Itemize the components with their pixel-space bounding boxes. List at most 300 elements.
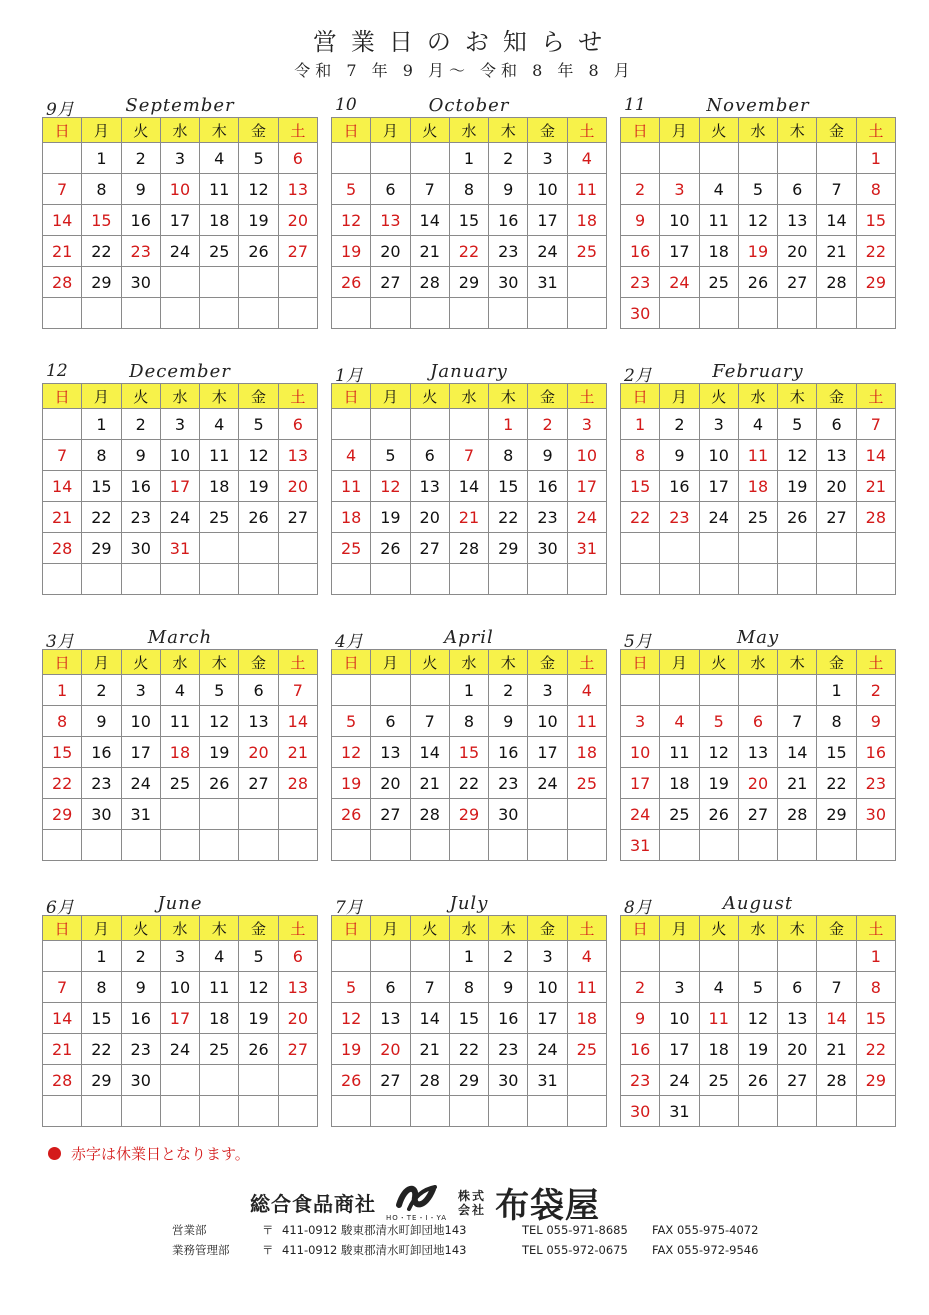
day-cell: [82, 564, 121, 595]
kk-char: 株: [458, 1188, 471, 1203]
day-cell: 16: [856, 737, 895, 768]
day-cell: 16: [121, 471, 160, 502]
day-cell: 19: [200, 737, 239, 768]
day-cell: 18: [200, 471, 239, 502]
day-cell: 15: [856, 205, 895, 236]
day-cell: 27: [778, 1065, 817, 1096]
day-cell: [528, 1096, 567, 1127]
day-cell: 11: [160, 706, 199, 737]
kabushiki-gaisha-mark: [457, 1189, 485, 1217]
month-name-english: December: [129, 361, 231, 382]
day-cell: 29: [82, 533, 121, 564]
week-row: [621, 941, 896, 972]
day-cell: 1: [856, 941, 895, 972]
day-cell: 26: [332, 267, 371, 298]
weekday-header: 月: [82, 650, 121, 675]
day-cell: 27: [778, 267, 817, 298]
day-cell: [621, 143, 660, 174]
weekday-header: 金: [239, 916, 278, 941]
contact-info: [172, 1220, 782, 1260]
month-name-japanese: 12: [46, 361, 68, 381]
weekday-header: 月: [660, 118, 699, 143]
month-header: [42, 95, 318, 120]
fax: FAX 055-975-4072: [652, 1223, 759, 1237]
day-cell: 9: [489, 972, 528, 1003]
weekday-header-row: [621, 916, 896, 941]
day-cell: [82, 1096, 121, 1127]
month-table: [331, 383, 607, 595]
day-cell: 27: [371, 799, 410, 830]
day-cell: [738, 675, 777, 706]
day-cell: [567, 1096, 606, 1127]
day-cell: 19: [239, 1003, 278, 1034]
weekday-header: 水: [449, 118, 488, 143]
day-cell: 10: [621, 737, 660, 768]
day-cell: 17: [528, 1003, 567, 1034]
day-cell: 1: [856, 143, 895, 174]
day-cell: 2: [489, 675, 528, 706]
day-cell: [371, 1096, 410, 1127]
week-row: [332, 533, 607, 564]
week-row: [621, 675, 896, 706]
day-cell: 22: [449, 1034, 488, 1065]
day-cell: [699, 830, 738, 861]
department: 営業部: [172, 1223, 207, 1237]
day-cell: [371, 564, 410, 595]
day-cell: [738, 941, 777, 972]
day-cell: 24: [660, 267, 699, 298]
day-cell: 1: [817, 675, 856, 706]
day-cell: 27: [371, 1065, 410, 1096]
day-cell: [449, 298, 488, 329]
week-row: [621, 267, 896, 298]
day-cell: 23: [621, 1065, 660, 1096]
week-row: [621, 972, 896, 1003]
weekday-header: 月: [660, 916, 699, 941]
day-cell: 28: [410, 1065, 449, 1096]
day-cell: [410, 298, 449, 329]
day-cell: 13: [738, 737, 777, 768]
day-cell: 11: [332, 471, 371, 502]
day-cell: 8: [449, 706, 488, 737]
month-table: [331, 915, 607, 1127]
month-calendar: [331, 361, 607, 595]
day-cell: 7: [856, 409, 895, 440]
day-cell: [239, 533, 278, 564]
address: 411-0912 駿東郡清水町卸団地143: [282, 1223, 467, 1237]
day-cell: 6: [371, 972, 410, 1003]
day-cell: 30: [621, 1096, 660, 1127]
day-cell: 3: [160, 941, 199, 972]
day-cell: 23: [489, 236, 528, 267]
weekday-header: 木: [778, 384, 817, 409]
day-cell: 9: [121, 174, 160, 205]
page-title: 営業日のお知らせ: [312, 28, 617, 56]
day-cell: 13: [778, 1003, 817, 1034]
day-cell: 16: [121, 1003, 160, 1034]
day-cell: [332, 298, 371, 329]
week-row: [332, 440, 607, 471]
day-cell: 20: [371, 768, 410, 799]
day-cell: 2: [660, 409, 699, 440]
day-cell: 15: [82, 205, 121, 236]
day-cell: 29: [449, 799, 488, 830]
day-cell: 21: [449, 502, 488, 533]
day-cell: [200, 1096, 239, 1127]
day-cell: 15: [449, 737, 488, 768]
day-cell: [239, 267, 278, 298]
day-cell: 8: [449, 972, 488, 1003]
week-row: [43, 564, 318, 595]
week-row: [332, 267, 607, 298]
day-cell: [778, 143, 817, 174]
day-cell: [660, 533, 699, 564]
day-cell: 3: [660, 972, 699, 1003]
month-table: [42, 117, 318, 329]
day-cell: 23: [489, 1034, 528, 1065]
weekday-header: 火: [410, 384, 449, 409]
day-cell: 10: [528, 972, 567, 1003]
day-cell: 14: [43, 1003, 82, 1034]
day-cell: 17: [160, 1003, 199, 1034]
day-cell: 28: [778, 799, 817, 830]
day-cell: 6: [410, 440, 449, 471]
day-cell: 2: [489, 143, 528, 174]
weekday-header-row: [332, 384, 607, 409]
day-cell: 4: [567, 941, 606, 972]
day-cell: 20: [778, 1034, 817, 1065]
month-header: [42, 893, 318, 918]
day-cell: 1: [82, 409, 121, 440]
day-cell: 13: [410, 471, 449, 502]
day-cell: 7: [43, 972, 82, 1003]
day-cell: 13: [778, 205, 817, 236]
day-cell: [121, 1096, 160, 1127]
day-cell: 21: [410, 768, 449, 799]
day-cell: 20: [410, 502, 449, 533]
day-cell: 4: [200, 143, 239, 174]
day-cell: [332, 1096, 371, 1127]
day-cell: [449, 564, 488, 595]
day-cell: [660, 143, 699, 174]
weekday-header: 水: [449, 650, 488, 675]
day-cell: 19: [332, 236, 371, 267]
day-cell: 5: [699, 706, 738, 737]
weekday-header: 月: [371, 916, 410, 941]
day-cell: 5: [332, 706, 371, 737]
weekday-header: 金: [817, 916, 856, 941]
month-name-japanese: 10: [335, 95, 357, 115]
day-cell: [239, 564, 278, 595]
month-calendar: [620, 361, 896, 595]
day-cell: 22: [856, 236, 895, 267]
day-cell: [278, 533, 317, 564]
week-row: [332, 502, 607, 533]
day-cell: 2: [621, 972, 660, 1003]
day-cell: 10: [699, 440, 738, 471]
day-cell: [121, 830, 160, 861]
day-cell: 19: [371, 502, 410, 533]
day-cell: 20: [239, 737, 278, 768]
day-cell: [778, 533, 817, 564]
contact-row: [172, 1220, 782, 1240]
month-table: [620, 117, 896, 329]
day-cell: 9: [82, 706, 121, 737]
day-cell: 27: [278, 1034, 317, 1065]
day-cell: [371, 298, 410, 329]
month-calendar: [42, 361, 318, 595]
day-cell: 3: [160, 143, 199, 174]
day-cell: [489, 830, 528, 861]
weekday-header: 土: [567, 916, 606, 941]
day-cell: 7: [278, 675, 317, 706]
day-cell: 1: [82, 941, 121, 972]
month-name-english: January: [430, 361, 508, 382]
weekday-header: 月: [660, 650, 699, 675]
weekday-header: 月: [371, 118, 410, 143]
week-row: [332, 205, 607, 236]
day-cell: [778, 1096, 817, 1127]
day-cell: 7: [817, 972, 856, 1003]
month-header: [620, 893, 896, 918]
day-cell: 21: [410, 236, 449, 267]
day-cell: 9: [489, 706, 528, 737]
day-cell: 6: [278, 941, 317, 972]
day-cell: 26: [332, 799, 371, 830]
weekday-header: 水: [449, 384, 488, 409]
day-cell: [660, 941, 699, 972]
weekday-header: 水: [160, 916, 199, 941]
day-cell: 18: [200, 205, 239, 236]
day-cell: [160, 298, 199, 329]
week-row: [43, 471, 318, 502]
weekday-header: 木: [200, 650, 239, 675]
day-cell: 17: [528, 205, 567, 236]
day-cell: 28: [43, 533, 82, 564]
day-cell: 3: [621, 706, 660, 737]
day-cell: 26: [200, 768, 239, 799]
day-cell: 14: [278, 706, 317, 737]
day-cell: [200, 564, 239, 595]
day-cell: 11: [567, 972, 606, 1003]
week-row: [43, 174, 318, 205]
month-name-japanese: 11: [624, 95, 646, 115]
weekday-header-row: [621, 118, 896, 143]
day-cell: 9: [121, 972, 160, 1003]
day-cell: 12: [332, 1003, 371, 1034]
day-cell: 25: [699, 267, 738, 298]
day-cell: 28: [43, 1065, 82, 1096]
day-cell: 8: [82, 440, 121, 471]
day-cell: 13: [278, 972, 317, 1003]
weekday-header: 木: [489, 118, 528, 143]
day-cell: 30: [489, 799, 528, 830]
legend: [48, 1143, 250, 1164]
day-cell: 23: [856, 768, 895, 799]
day-cell: 2: [489, 941, 528, 972]
week-row: [43, 972, 318, 1003]
day-cell: 30: [121, 267, 160, 298]
month-header: [331, 361, 607, 386]
day-cell: [621, 675, 660, 706]
day-cell: 17: [660, 236, 699, 267]
week-row: [621, 533, 896, 564]
day-cell: 25: [699, 1065, 738, 1096]
weekday-header-row: [43, 650, 318, 675]
day-cell: 25: [332, 533, 371, 564]
day-cell: 28: [817, 267, 856, 298]
month-name-japanese: 2月: [624, 366, 652, 386]
day-cell: 18: [567, 737, 606, 768]
month-calendar: [620, 627, 896, 861]
month-name-japanese: 8月: [624, 898, 652, 918]
day-cell: 23: [528, 502, 567, 533]
day-cell: 22: [856, 1034, 895, 1065]
week-row: [332, 298, 607, 329]
day-cell: 3: [160, 409, 199, 440]
day-cell: 7: [410, 174, 449, 205]
day-cell: 23: [121, 236, 160, 267]
day-cell: [817, 143, 856, 174]
day-cell: 21: [43, 1034, 82, 1065]
day-cell: 22: [489, 502, 528, 533]
weekday-header: 水: [449, 916, 488, 941]
day-cell: 5: [738, 972, 777, 1003]
day-cell: 22: [449, 768, 488, 799]
week-row: [621, 409, 896, 440]
telephone: TEL 055-971-8685: [522, 1223, 628, 1237]
day-cell: [738, 143, 777, 174]
day-cell: [332, 830, 371, 861]
day-cell: 8: [621, 440, 660, 471]
day-cell: 15: [82, 1003, 121, 1034]
day-cell: 26: [239, 236, 278, 267]
day-cell: 4: [699, 174, 738, 205]
week-row: [332, 409, 607, 440]
day-cell: 3: [528, 675, 567, 706]
day-cell: 24: [121, 768, 160, 799]
day-cell: [699, 941, 738, 972]
day-cell: 18: [699, 1034, 738, 1065]
day-cell: [332, 143, 371, 174]
day-cell: 12: [738, 1003, 777, 1034]
day-cell: 13: [371, 737, 410, 768]
week-row: [621, 768, 896, 799]
day-cell: [449, 409, 488, 440]
weekday-header: 月: [371, 384, 410, 409]
day-cell: 18: [332, 502, 371, 533]
company-logo: [386, 1183, 447, 1223]
weekday-header: 水: [738, 650, 777, 675]
day-cell: 16: [621, 1034, 660, 1065]
weekday-header: 金: [239, 384, 278, 409]
day-cell: [856, 533, 895, 564]
month-name-japanese: 1月: [335, 366, 363, 386]
day-cell: 7: [410, 972, 449, 1003]
day-cell: 15: [43, 737, 82, 768]
day-cell: 31: [528, 1065, 567, 1096]
day-cell: [528, 298, 567, 329]
month-table: [620, 915, 896, 1127]
week-row: [621, 1034, 896, 1065]
kk-char: 会: [458, 1202, 471, 1217]
day-cell: 9: [528, 440, 567, 471]
day-cell: [332, 941, 371, 972]
day-cell: [567, 799, 606, 830]
week-row: [332, 1003, 607, 1034]
day-cell: 6: [239, 675, 278, 706]
kk-char: 式: [472, 1188, 485, 1203]
day-cell: 25: [200, 1034, 239, 1065]
day-cell: 11: [200, 972, 239, 1003]
day-cell: 21: [778, 768, 817, 799]
week-row: [621, 830, 896, 861]
day-cell: 26: [239, 1034, 278, 1065]
day-cell: [200, 1065, 239, 1096]
day-cell: [160, 564, 199, 595]
week-row: [332, 737, 607, 768]
day-cell: [371, 409, 410, 440]
week-row: [43, 737, 318, 768]
weekday-header: 土: [856, 650, 895, 675]
weekday-header-row: [43, 916, 318, 941]
day-cell: [239, 1096, 278, 1127]
day-cell: 18: [200, 1003, 239, 1034]
day-cell: [778, 564, 817, 595]
week-row: [332, 941, 607, 972]
day-cell: 25: [160, 768, 199, 799]
day-cell: [410, 409, 449, 440]
weekday-header: 土: [567, 384, 606, 409]
day-cell: [239, 799, 278, 830]
day-cell: 21: [278, 737, 317, 768]
day-cell: 10: [160, 972, 199, 1003]
month-calendar: [331, 893, 607, 1127]
day-cell: 24: [699, 502, 738, 533]
day-cell: 27: [410, 533, 449, 564]
weekday-header: 水: [160, 650, 199, 675]
month-calendar: [620, 95, 896, 329]
month-header: [331, 893, 607, 918]
day-cell: 31: [621, 830, 660, 861]
day-cell: [160, 799, 199, 830]
weekday-header: 月: [82, 118, 121, 143]
month-calendar: [331, 627, 607, 861]
week-row: [621, 143, 896, 174]
day-cell: 4: [200, 409, 239, 440]
week-row: [621, 799, 896, 830]
day-cell: 30: [82, 799, 121, 830]
month-name-japanese: 5月: [624, 632, 652, 652]
day-cell: 12: [332, 205, 371, 236]
day-cell: 19: [332, 768, 371, 799]
month-calendar: [620, 893, 896, 1127]
day-cell: 31: [121, 799, 160, 830]
day-cell: 5: [332, 972, 371, 1003]
week-row: [43, 1096, 318, 1127]
day-cell: 12: [239, 174, 278, 205]
day-cell: 26: [332, 1065, 371, 1096]
week-row: [43, 1003, 318, 1034]
red-dot-icon: [48, 1147, 61, 1160]
day-cell: 20: [738, 768, 777, 799]
day-cell: 31: [528, 267, 567, 298]
weekday-header-row: [332, 650, 607, 675]
day-cell: 26: [699, 799, 738, 830]
day-cell: 5: [239, 941, 278, 972]
week-row: [332, 236, 607, 267]
day-cell: [660, 298, 699, 329]
